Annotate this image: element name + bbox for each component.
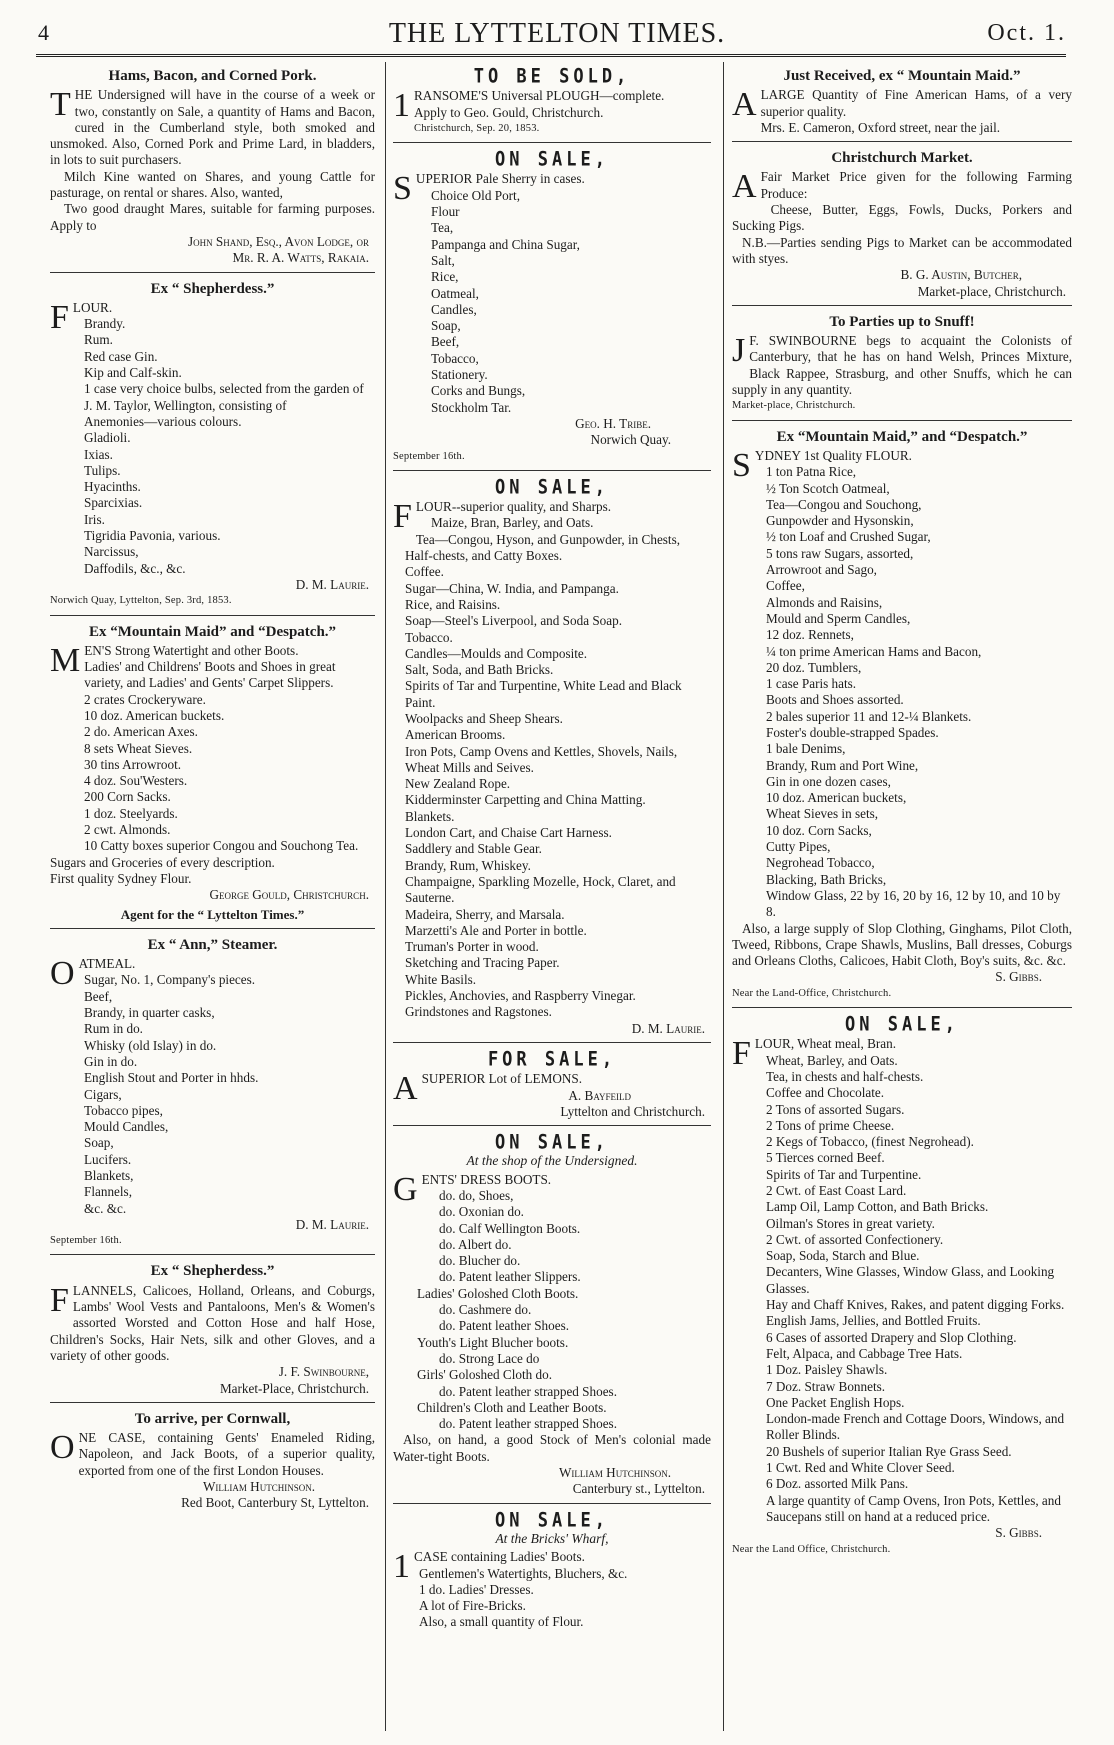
list-item: Candles—Moulds and Composite. — [405, 645, 588, 661]
list-item: 1 case very choice bulbs, selected from the garden of J. M. Taylor, Wellington, consisting of — [84, 381, 364, 413]
list-item: Lamp Oil, Lamp Cotton, and Bath Bricks. — [766, 1199, 989, 1215]
drop-cap: 1 — [393, 1548, 410, 1586]
list-item: Salt, — [431, 252, 455, 268]
ad-heading: TO BE SOLD, — [473, 65, 631, 89]
ad-heading: To arrive, per Cornwall, — [134, 1410, 291, 1427]
list-item: Wheat Sieves in sets, — [766, 806, 879, 822]
ad-hams-bacon — [50, 62, 375, 273]
list-item: Madeira, Sherry, and Marsala. — [405, 906, 565, 922]
ad-heading: Ex “ Ann,” Steamer. — [147, 936, 278, 953]
ad-footer: September 16th. — [50, 1235, 122, 1247]
list-item: American Brooms. — [405, 727, 506, 743]
list-item: Rice, and Raisins. — [405, 596, 501, 612]
list-item: Pickles, Anchovies, and Raspberry Vinegar. — [405, 988, 636, 1004]
ad-heading: Ex “ Shepherdess.” — [150, 1263, 275, 1280]
ad-body — [50, 1430, 375, 1479]
list-item: Mould and Sperm Candles, — [766, 610, 911, 626]
ad-text: Apply to Geo. Gould, Christchurch. — [414, 104, 604, 120]
list-item: Flannels, — [84, 1184, 132, 1200]
list-item: ½ Ton Scotch Oatmeal, — [766, 480, 890, 496]
ad-text: Cheese, Butter, Eggs, Fowls, Ducks, Porkers and Sucking Pigs. — [732, 202, 1072, 234]
ad-heading: ON SALE, — [495, 148, 609, 172]
ad-just-received — [732, 62, 1072, 142]
ad-mountain-maid — [50, 618, 375, 929]
drop-cap: A — [732, 168, 757, 206]
list-item: &c. &c. — [84, 1200, 127, 1216]
list-item: 8 sets Wheat Sieves. — [84, 740, 193, 756]
list-item: 12 doz. Rennets, — [766, 627, 854, 643]
list-item: Soap, Soda, Starch and Blue. — [766, 1248, 920, 1264]
drop-cap: J — [732, 332, 746, 370]
ad-signature: Norwich Quay. — [590, 432, 671, 448]
list-item: Red case Gin. — [84, 348, 158, 364]
ad-text: Milch Kine wanted on Shares, and young Cattle for pasturage, on rental or shares. Also, wanted, — [50, 168, 375, 201]
list-item: do. Patent leather strapped Shoes. — [439, 1383, 617, 1399]
list-item: Tobacco. — [405, 629, 453, 645]
ad-text: Also, a large supply of Slop Clothing, Ginghams, Pilot Cloth, Tweed, Ribbons, Crape Shawls, Muslins, Ball dresses, Coburgs and Orleans Cloths, Calicoes, Habit Cloth, Boy's suits, &c. &c. — [732, 920, 1072, 969]
list-item: 1 bale Denims, — [766, 741, 846, 757]
list-item: do. Patent leather strapped Shoes. — [439, 1416, 617, 1432]
ad-signature: Red Boot, Canterbury St, Lyttelton. — [181, 1495, 369, 1511]
ad-on-sale-bricks-wharf — [393, 1506, 711, 1636]
list-item: Boots and Shoes assorted. — [766, 692, 904, 708]
ad-signature: John Shand, Esq., Avon Lodge, or — [187, 233, 369, 249]
list-item: Foster's double-strapped Spades. — [766, 724, 939, 740]
list-item: Lucifers. — [84, 1151, 132, 1167]
ad-heading: FOR SALE, — [487, 1048, 617, 1072]
list-item: Sugar—China, W. India, and Pampanga. — [405, 580, 619, 596]
list-item: Tea—Congou, Hyson, and Gunpowder, in Chests, Half-chests, and Catty Boxes. — [405, 531, 681, 564]
masthead-rule — [36, 54, 1066, 57]
drop-cap: S — [732, 446, 751, 484]
list-item: Tea, — [431, 220, 454, 236]
list-item: Rice, — [431, 269, 459, 285]
ad-signature: George Gould, Christchurch. — [209, 887, 369, 903]
list-item: 6 Doz. assorted Milk Pans. — [766, 1476, 909, 1492]
column-3 — [732, 62, 1072, 1737]
list-item: Youth's Light Blucher boots. — [417, 1334, 569, 1350]
list-item: do. Cashmere do. — [439, 1302, 532, 1318]
column-2 — [393, 62, 711, 1737]
list-item: Rum. — [84, 332, 113, 348]
ad-heading: To Parties up to Snuff! — [829, 313, 975, 330]
list-item: Blankets. — [405, 808, 455, 824]
list-item: Rum in do. — [84, 1021, 143, 1037]
ad-text: UPERIOR Pale Sherry in cases. — [415, 171, 585, 187]
list-item: ½ ton Loaf and Crushed Sugar, — [766, 529, 931, 545]
list-item: Children's Cloth and Leather Boots. — [417, 1399, 607, 1415]
list-item: Ladies' and Childrens' Boots and Shoes in great variety, and Ladies' and Gents' Carpet Slippers. — [84, 659, 336, 691]
list-item: do. Calf Wellington Boots. — [439, 1220, 581, 1236]
list-item: 1 Doz. Paisley Shawls. — [766, 1362, 888, 1378]
list-item: Decanters, Wine Glasses, Window Glass, and Looking Glasses. — [766, 1264, 1055, 1296]
ad-text: NE CASE, containing Gents' Enameled Riding, Napoleon, and Jack Boots, of a superior quality, exported from one of the first London Houses. — [78, 1430, 375, 1478]
ad-signature: William Hutchinson. — [202, 1479, 315, 1495]
list-item: Ladies' Goloshed Cloth Boots. — [417, 1285, 579, 1301]
drop-cap: T — [50, 86, 71, 124]
list-item: Iris. — [84, 511, 105, 527]
drop-cap: M — [50, 641, 81, 679]
list-item: Spirits of Tar and Turpentine, White Lead and Black Paint. — [405, 678, 682, 710]
list-item: do. Oxonian do. — [439, 1204, 524, 1220]
list-item: Blankets, — [84, 1168, 134, 1183]
ad-christchurch-market — [732, 144, 1072, 306]
list-item: Window Glass, 22 by 16, 20 by 16, 12 by 10, and 10 by 8. — [766, 887, 1061, 920]
ad-on-sale-sgibbs — [732, 1010, 1072, 1563]
ad-text: CASE containing Ladies' Boots. — [414, 1549, 585, 1565]
list-item: do. Patent leather Shoes. — [439, 1318, 570, 1334]
list-item: Saddlery and Stable Gear. — [405, 841, 542, 857]
list-item: Blacking, Bath Bricks, — [766, 871, 887, 887]
list-item: Felt, Alpaca, and Cabbage Tree Hats. — [766, 1345, 963, 1361]
list-item: Sugars and Groceries of every description. — [50, 854, 275, 870]
list-item: Tobacco pipes, — [84, 1102, 163, 1118]
list-item: Champaigne, Sparkling Mozelle, Hock, Claret, and Sauterne. — [405, 873, 676, 906]
ad-mountain-maid-flour — [732, 423, 1072, 1008]
ad-shepherdess-flannels — [50, 1257, 375, 1402]
ad-signature: S. Gibbs. — [995, 969, 1042, 985]
list-item: Cutty Pipes, — [766, 839, 831, 855]
list-item: Brandy, in quarter casks, — [84, 1005, 215, 1021]
list-item: Negrohead Tobacco, — [766, 855, 875, 871]
list-item: do. Strong Lace do — [439, 1350, 540, 1366]
list-item: Coffee and Chocolate. — [766, 1085, 885, 1101]
ad-text: LOUR, Wheat meal, Bran. — [754, 1036, 897, 1052]
list-item: 1 ton Patna Rice, — [766, 464, 857, 480]
drop-cap: S — [393, 170, 412, 208]
list-item: Soap, — [84, 1135, 114, 1151]
ad-heading: ON SALE, — [845, 1013, 959, 1037]
list-item: Spirits of Tar and Turpentine. — [766, 1166, 922, 1182]
list-item: 5 Tierces corned Beef. — [766, 1150, 885, 1166]
list-item: 10 Catty boxes superior Congou and Souchong Tea. — [84, 838, 359, 854]
drop-cap: F — [732, 1035, 751, 1073]
ad-subheading: At the Bricks' Wharf, — [495, 1530, 609, 1546]
list-item: Ixias. — [84, 446, 113, 462]
ad-body — [50, 87, 375, 168]
list-item: do. Blucher do. — [439, 1253, 521, 1269]
list-item: Coffee, — [766, 578, 805, 594]
list-item: Iron Pots, Camp Ovens and Kettles, Shovels, Nails, Wheat Mills and Seives. — [405, 743, 678, 775]
ad-body — [50, 1283, 375, 1364]
ad-signature: S. Gibbs. — [995, 1525, 1042, 1541]
ad-text: F. SWINBOURNE begs to acquaint the Colonists of Canterbury, that he has on hand Welsh, Princes Mixture, Black Rappee, Strasburg, and other Snuffs, which he can supply in any quantity. — [732, 333, 1072, 398]
ad-ann-steamer — [50, 931, 375, 1256]
list-item: London Cart, and Chaise Cart Harness. — [405, 825, 612, 841]
list-item: Brandy, Rum and Port Wine, — [766, 757, 919, 773]
list-item: 5 tons raw Sugars, assorted, — [766, 545, 914, 561]
list-item: Coffee. — [405, 564, 444, 580]
list-item: White Basils. — [405, 971, 477, 987]
list-item: Kip and Calf-skin. — [84, 365, 182, 381]
ad-signature: Mrs. E. Cameron, Oxford street, near the jail. — [760, 119, 1001, 135]
ad-body — [732, 168, 1072, 206]
ad-signature: B. G. Austin, Butcher, — [900, 267, 1022, 283]
list-item: English Stout and Porter in hhds. — [84, 1070, 259, 1086]
list-item: First quality Sydney Flour. — [50, 870, 192, 886]
list-item: Stationery. — [431, 367, 488, 383]
list-item: 2 Kegs of Tobacco, (finest Negrohead). — [766, 1134, 974, 1150]
list-item: Grindstones and Ragstones. — [405, 1004, 552, 1020]
list-item: Gentlemen's Watertights, Bluchers, &c. — [419, 1565, 628, 1581]
list-item: 2 Cwt. of assorted Confectionery. — [766, 1231, 944, 1247]
list-item: Tea—Congou and Souchong, — [766, 496, 922, 512]
ad-subheading: At the shop of the Undersigned. — [466, 1153, 638, 1169]
ad-body — [732, 333, 1072, 398]
list-item: 2 crates Crockeryware. — [84, 691, 206, 707]
ad-signature: Mr. R. A. Watts, Rakaia. — [232, 250, 369, 266]
ad-signature: D. M. Laurie. — [295, 1216, 369, 1232]
list-item: Also, a small quantity of Flour. — [419, 1614, 584, 1630]
list-item: Gin in one dozen cases, — [766, 773, 891, 789]
list-item: 4 doz. Sou'Westers. — [84, 773, 188, 789]
ad-on-sale-sherry — [393, 145, 711, 471]
list-item: 1 do. Ladies' Dresses. — [419, 1581, 534, 1597]
list-item: Whisky (old Islay) in do. — [84, 1037, 217, 1053]
list-item: Sugar, No. 1, Company's pieces. — [84, 972, 256, 988]
list-item: Gin in do. — [84, 1053, 138, 1069]
drop-cap: A — [732, 86, 757, 124]
drop-cap: F — [50, 298, 69, 336]
list-item: London-made French and Cottage Doors, Windows, and Roller Blinds. — [766, 1411, 1065, 1443]
list-item: Cigars, — [84, 1086, 122, 1102]
drop-cap: O — [50, 1429, 75, 1467]
ad-body — [732, 86, 1072, 124]
ad-signature: D. M. Laurie. — [631, 1020, 705, 1036]
page-number: 4 — [38, 20, 49, 45]
ad-signature: D. M. Laurie. — [295, 576, 369, 592]
list-item: Beef, — [431, 334, 460, 350]
list-item: 1 doz. Steelyards. — [84, 805, 178, 821]
ad-signature: Geo. H. Tribe. — [575, 415, 651, 431]
ad-text: YDNEY 1st Quality FLOUR. — [754, 447, 912, 463]
list-item: 7 Doz. Straw Bonnets. — [766, 1378, 886, 1394]
ad-heading: Just Received, ex “ Mountain Maid.” — [783, 68, 1021, 84]
ad-on-sale-flour — [393, 473, 711, 1043]
ad-footer: Near the Land-Office, Christchurch. — [732, 987, 892, 999]
ad-text: SUPERIOR Lot of LEMONS. — [421, 1071, 583, 1087]
list-item: Anemonies—various colours. — [84, 413, 242, 429]
list-item: A lot of Fire-Bricks. — [419, 1598, 526, 1614]
list-item: Flour — [431, 204, 460, 220]
ad-heading: Ex “Mountain Maid,” and “Despatch.” — [776, 428, 1028, 445]
list-item: Sparcixias. — [84, 495, 143, 511]
ad-text: LANNELS, Calicoes, Holland, Orleans, and Coburgs, Lambs' Wool Vests and Pantaloons, Men's & Women's assorted Worsted and Cotton Hose and half Hose, Children's Socks, Hair Nets, silk and other Gloves, and a variety of other goods. — [50, 1282, 375, 1363]
ad-heading: ON SALE, — [495, 1509, 609, 1533]
list-item: Girls' Goloshed Cloth do. — [417, 1367, 552, 1383]
ad-text: LOUR--superior quality, and Sharps. — [415, 499, 612, 515]
ad-footer: Christchurch, Sep. 20, 1853. — [414, 122, 540, 134]
list-item: A large quantity of Camp Ovens, Iron Pots, Kettles, and Saucepans still on hand at a reduced price. — [766, 1492, 1061, 1524]
list-item: Kidderminster Carpetting and China Matting. — [405, 792, 646, 808]
ad-text: Fair Market Price given for the following Farming Produce: — [760, 169, 1072, 201]
ad-on-sale-boots — [393, 1128, 711, 1504]
ad-footer: Norwich Quay, Lyttelton, Sep. 3rd, 1853. — [50, 595, 232, 607]
ad-text: EN'S Strong Watertight and other Boots. — [84, 642, 299, 658]
list-item: 200 Corn Sacks. — [84, 789, 171, 805]
list-item: Stockholm Tar. — [431, 399, 512, 415]
ad-for-sale-lemons — [393, 1045, 711, 1126]
list-item: Soap, — [431, 318, 461, 334]
list-item: 6 Cases of assorted Drapery and Slop Clothing. — [766, 1329, 1017, 1345]
ad-heading: Christchurch Market. — [831, 150, 973, 167]
list-item: English Jams, Jellies, and Bottled Fruits. — [766, 1313, 981, 1329]
ad-footer: September 16th. — [393, 450, 465, 462]
list-item: 1 case Paris hats. — [766, 676, 857, 692]
ad-cornwall — [50, 1405, 375, 1517]
list-item: 10 doz. Corn Sacks, — [766, 822, 872, 838]
ad-heading: ON SALE, — [495, 1131, 609, 1155]
list-item: One Packet English Hops. — [766, 1394, 905, 1410]
list-item: 2 Cwt. of East Coast Lard. — [766, 1183, 907, 1198]
ad-text: LARGE Quantity of Fine American Hams, of a very superior quality. — [760, 87, 1072, 119]
drop-cap: G — [393, 1170, 418, 1208]
ad-signature: Market-place, Christchurch. — [917, 283, 1066, 299]
list-item: 10 doz. American buckets. — [84, 707, 225, 723]
ad-text: HE Undersigned will have in the course of a week or two, constantly on Sale, a quantity of Hams and Bacon, cured in the Cumberland style, both smoked and unsmoked. Also, Corned Pork and Prime Lard, in bladders, in lots to suit purchasers. — [50, 87, 375, 168]
list-item: Oilman's Stores in great variety. — [766, 1215, 935, 1231]
list-item: 10 doz. American buckets, — [766, 790, 907, 806]
drop-cap: 1 — [393, 87, 410, 125]
list-item: ¼ ton prime American Hams and Bacon, — [766, 643, 982, 659]
list-item: Woolpacks and Sheep Shears. — [405, 710, 563, 726]
ad-text: LOUR. — [72, 299, 113, 315]
ad-text: Two good draught Mares, suitable for farming purposes. Apply to — [50, 201, 375, 233]
list-item: Brandy. — [84, 316, 126, 332]
ad-footer: Market-place, Christchurch. — [732, 400, 856, 412]
list-item: Gunpowder and Hysonskin, — [766, 513, 914, 529]
agent-note: Agent for the “ Lyttelton Times.” — [120, 906, 305, 922]
list-item: 2 bales superior 11 and 12-¼ Blankets. — [766, 708, 972, 724]
column-divider — [385, 62, 386, 1731]
list-item: 2 cwt. Almonds. — [84, 822, 171, 838]
masthead — [0, 0, 1114, 52]
list-item: Candles, — [431, 301, 477, 317]
list-item: Tulips. — [84, 462, 121, 478]
list-item: Maize, Bran, Barley, and Oats. — [431, 515, 594, 531]
list-item: 2 Tons of prime Cheese. — [766, 1117, 895, 1133]
ad-to-be-sold — [393, 62, 711, 143]
ad-footer: Near the Land Office, Christchurch. — [732, 1543, 891, 1555]
list-item: Wheat, Barley, and Oats. — [766, 1052, 898, 1068]
ad-signature: Canterbury st., Lyttelton. — [572, 1481, 705, 1497]
list-item: Mould Candles, — [84, 1119, 169, 1135]
ad-shepherdess — [50, 275, 375, 616]
list-item: Corks and Bungs, — [431, 383, 526, 399]
drop-cap: O — [50, 955, 75, 993]
list-item: Hay and Chaff Knives, Rakes, and patent digging Forks. — [766, 1297, 1065, 1313]
ad-text: Also, on hand, a good Stock of Men's colonial made Water-tight Boots. — [393, 1432, 711, 1464]
list-item: Hyacinths. — [84, 479, 141, 495]
list-item: Tea, in chests and half-chests. — [766, 1068, 924, 1084]
issue-date: Oct. 1. — [987, 20, 1066, 46]
list-item: Daffodils, &c., &c. — [84, 560, 186, 576]
ad-signature: J. F. Swinbourne, — [278, 1364, 369, 1380]
list-item: Brandy, Rum, Whiskey. — [405, 857, 531, 873]
list-item: do. Albert do. — [439, 1236, 512, 1252]
drop-cap: F — [50, 1281, 69, 1319]
drop-cap: A — [393, 1070, 418, 1108]
column-divider — [723, 62, 724, 1731]
list-item: Choice Old Port, — [431, 187, 521, 203]
ad-heading: Hams, Bacon, and Corned Pork. — [108, 68, 317, 84]
list-item: Almonds and Raisins, — [766, 594, 883, 610]
ad-heading: Ex “ Shepherdess.” — [150, 280, 275, 297]
list-item: New Zealand Rope. — [405, 776, 511, 792]
newspaper-title: THE LYTTELTON TIMES. — [388, 18, 726, 49]
ad-text: RANSOME'S Universal PLOUGH—complete. — [414, 88, 665, 104]
list-item: Beef, — [84, 988, 113, 1004]
column-1 — [50, 62, 375, 1737]
ad-snuff — [732, 308, 1072, 421]
ad-heading: ON SALE, — [495, 476, 609, 500]
list-item: Tigridia Pavonia, various. — [84, 528, 221, 544]
list-item: Pampanga and China Sugar, — [431, 236, 580, 252]
ad-text: ATMEAL. — [78, 956, 136, 972]
list-item: do. do, Shoes, — [439, 1188, 514, 1203]
list-item: Soap—Steel's Liverpool, and Soda Soap. — [405, 613, 623, 629]
ad-signature: Lyttelton and Christchurch. — [560, 1103, 705, 1119]
list-item: Sketching and Tracing Paper. — [405, 955, 560, 971]
ad-text: N.B.—Parties sending Pigs to Market can be accommodated with styes. — [732, 234, 1072, 266]
list-item: Narcissus, — [84, 544, 139, 560]
list-item: Gladioli. — [84, 430, 131, 446]
list-item: 20 doz. Tumblers, — [766, 659, 862, 675]
list-item: Arrowroot and Sago, — [766, 562, 877, 578]
list-item: 1 Cwt. Red and White Clover Seed. — [766, 1460, 955, 1476]
ad-signature: William Hutchinson. — [558, 1465, 671, 1481]
list-item: Tobacco, — [431, 350, 479, 366]
list-item: Marzetti's Ale and Porter in bottle. — [405, 922, 587, 938]
list-item: do. Patent leather Slippers. — [439, 1269, 581, 1285]
ad-text: ENTS' DRESS BOOTS. — [421, 1171, 552, 1187]
list-item: Truman's Porter in wood. — [405, 939, 539, 955]
drop-cap: F — [393, 498, 412, 536]
ad-signature: Market-Place, Christchurch. — [219, 1380, 369, 1396]
list-item: Oatmeal, — [431, 285, 479, 301]
list-item: 20 Bushels of superior Italian Rye Grass Seed. — [766, 1443, 1012, 1459]
list-item: 2 Tons of assorted Sugars. — [766, 1101, 905, 1117]
ad-signature: A. Bayfeild — [568, 1087, 631, 1103]
list-item: 30 tins Arrowroot. — [84, 756, 182, 772]
list-item: 2 do. American Axes. — [84, 724, 198, 740]
ad-heading: Ex “Mountain Maid” and “Despatch.” — [88, 623, 337, 640]
list-item: Salt, Soda, and Bath Bricks. — [405, 662, 554, 678]
